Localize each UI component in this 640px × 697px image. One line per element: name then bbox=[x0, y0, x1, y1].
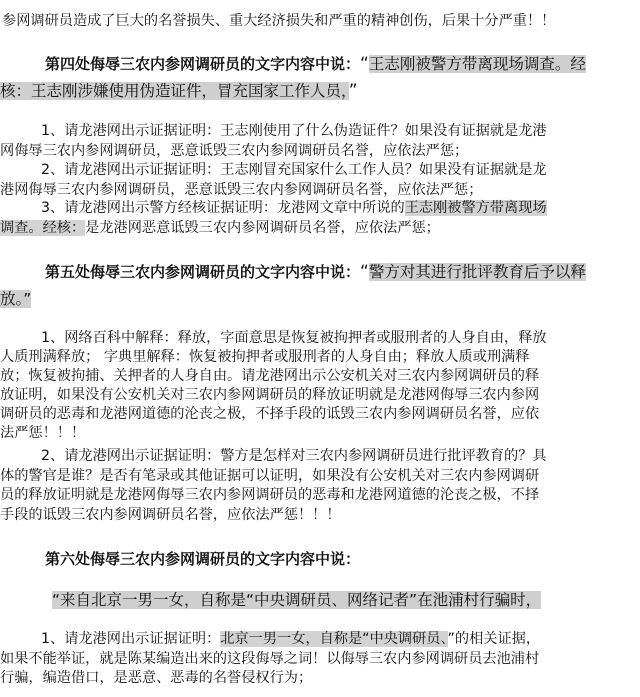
section5-p1-line1: 1、网络百科中解释：释放，字面意思是恢复被拘押者或服刑者的人身自由，释放 bbox=[41, 330, 547, 346]
section4-p3-highlight: 王志刚被警方带离现场 bbox=[404, 200, 547, 216]
section6-p1-line2: 如果不能举证，就是陈某编造出来的这段侮辱之词！以侮辱三农内参网调研员去池浦村 bbox=[0, 651, 540, 667]
section6-p1-line1 bbox=[41, 629, 540, 649]
section5-heading bbox=[45, 262, 586, 282]
section5-p2-line3: 员的释放证明就是龙港网侮辱三农内参网调研员的恶毒和龙港网道德的沦丧之极，不择 bbox=[0, 487, 540, 503]
section5-p2-line2: 体的警官是谁？是否有笔录或其他证据可以证明，如果没有公安机关对三农内参网调研 bbox=[0, 468, 540, 484]
section4-p2-line2: 港网侮辱三农内参网调研员，恶意诋毁三农内参网调研员名誉，应依法严惩； bbox=[0, 182, 483, 198]
section5-heading-text: 第五处侮辱三农内参网调研员的文字内容中说： bbox=[45, 263, 361, 281]
section6-quote-line bbox=[52, 590, 541, 610]
section6-p1-line3: 行骗，编造借口，是恶意、恶毒的名誉侵权行为； bbox=[0, 670, 313, 686]
section6-p1-tail: ”的相关证据， bbox=[447, 631, 541, 647]
section4-p3-line2 bbox=[0, 218, 440, 238]
section6-heading: 第六处侮辱三农内参网调研员的文字内容中说： bbox=[45, 550, 361, 568]
section4-p1-line2: 网侮辱三农内参网调研员，恶意诋毁三农内参网调研员名誉，应依法严惩； bbox=[0, 143, 469, 159]
section6-quote: “来自北京一男一女，自称是“中央调研员、网络记者”在池浦村行骗时， bbox=[52, 591, 542, 609]
section4-p3-highlight2: 调查。经核： bbox=[0, 220, 86, 236]
section4-p3-tail: 是龙港网恶意诋毁三农内参网调研员名誉，应依法严惩； bbox=[85, 220, 440, 236]
section6-p1-highlight: 北京一男一女，自称是“中央调研员、 bbox=[220, 631, 448, 647]
section4-quote-close: ” bbox=[348, 81, 358, 101]
section4-quote-line2 bbox=[0, 81, 358, 102]
section4-quote-a: 王志刚被警方带离现场调查。经 bbox=[368, 55, 586, 73]
section5-p1-line3: 放；恢复被拘捕、关押者的人身自由。请龙港网出示公安机关对三农内参网调研员的释 bbox=[0, 368, 540, 384]
section4-p3-plain: 3、请龙港网出示警方经核证据证明：龙港网文章中所说的 bbox=[41, 200, 405, 216]
section4-heading bbox=[45, 54, 586, 74]
section4-quote-open: “ bbox=[360, 54, 369, 74]
section5-p2-line1: 2、请龙港网出示证据证明：警方是怎样对三农内参网调研员进行批评教育的？具 bbox=[41, 448, 547, 464]
section5-quote-b: 放。” bbox=[0, 290, 32, 308]
section4-p3-line1 bbox=[41, 198, 547, 218]
section5-p1-line5: 调研员的恶毒和龙港网道德的沦丧之极，不择手段的诋毁三农内参网调研员名誉，应依 bbox=[0, 406, 540, 422]
section4-heading-text: 第四处侮辱三农内参网调研员的文字内容中说： bbox=[45, 55, 361, 73]
section6-p1-plain: 1、请龙港网出示证据证明： bbox=[41, 631, 221, 647]
section5-p2-line4: 手段的诋毁三农内参网调研员名誉，应依法严惩！！！ bbox=[0, 507, 341, 523]
section4-p1-line1: 1、请龙港网出示证据证明：王志刚使用了什么伪造证件？如果没有证据就是龙港 bbox=[41, 123, 547, 139]
intro-text: 参网调研员造成了巨大的名誉损失、重大经济损失和严重的精神创伤，后果十分严重！！ bbox=[2, 13, 556, 29]
section5-p1-line2: 人质刑满释放； 字典里解释：恢复被拘押者或服刑者的人身自由；释放人质或刑满释 bbox=[0, 349, 530, 365]
section5-quote-open: “ bbox=[360, 262, 369, 282]
section5-p1-line4: 放证明，如果没有公安机关对三农内参网调研员的释放证明就是龙港网侮辱三农内参网 bbox=[0, 387, 540, 403]
section5-quote-line2 bbox=[0, 289, 31, 310]
section4-quote-b: 核：王志刚涉嫌使用伪造证件，冒充国家工作人员， bbox=[0, 82, 349, 100]
section5-quote-a: 警方对其进行批评教育后予以释 bbox=[368, 263, 586, 281]
section5-p1-line6: 法严惩！！！ bbox=[0, 425, 86, 441]
section4-p2-line1: 2、请龙港网出示证据证明：王志刚冒充国家什么工作人员？如果没有证据就是龙 bbox=[41, 162, 547, 178]
